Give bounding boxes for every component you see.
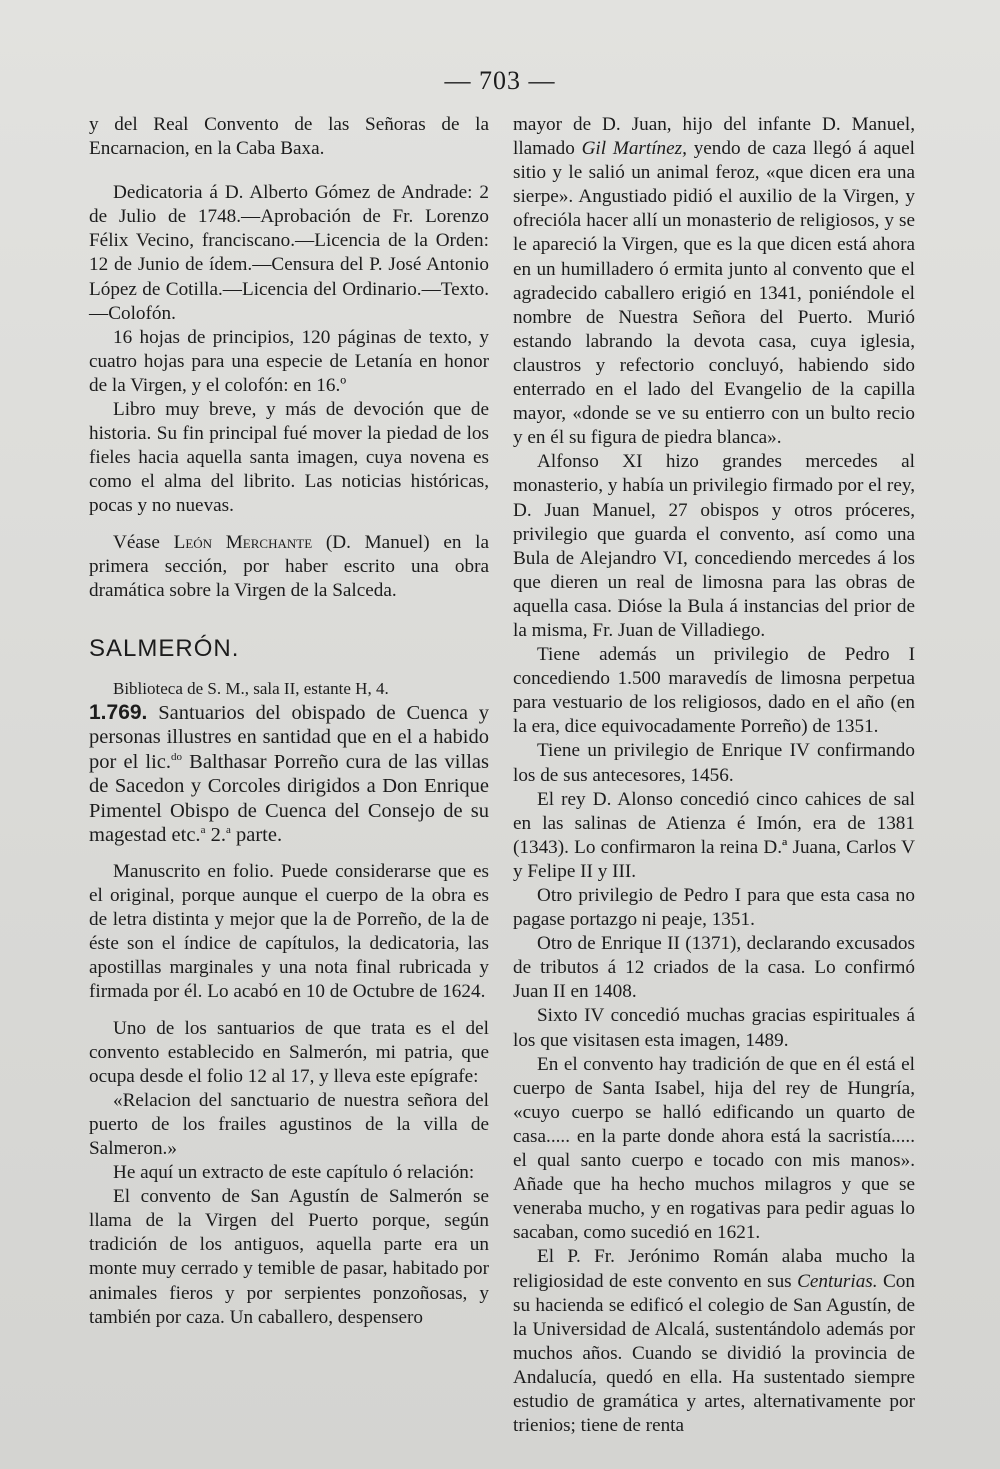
right-column <box>513 113 915 1438</box>
paragraph: Otro de Enrique II (1371), declarando excusados de tributos á 12 criados de la casa. Lo confirmó Juan II en 1408. <box>513 933 915 1003</box>
text-run: El P. Fr. Jerónimo Román alaba mucho la religiosidad de este convento en sus <box>513 1246 915 1292</box>
section-heading: SALMERÓN. <box>89 634 240 662</box>
paragraph <box>89 531 489 603</box>
text-run: (D. Manuel) en la primera sección, por haber escrito una obra dramática sobre la Virgen de la Salceda. <box>89 531 489 601</box>
paragraph <box>513 113 915 450</box>
superscript: a <box>200 824 206 837</box>
paragraph: Uno de los santuarios de que trata es el del convento establecido en Salmerón, mi patria, que ocupa desde el folio 12 al 17, y lleva este epígrafe: <box>89 1017 489 1087</box>
italic-title: Centurias. <box>797 1270 878 1292</box>
paragraph: Dedicatoria á D. Alberto Gómez de Andrade: 2 de Julio de 1748.—Aprobación de Fr. Lorenzo Félix Vecino, franciscano.—Licencia de la Orden: 12 de Junio de ídem.—Censura del P. José Antonio López de Cotilla.—Licencia del Ordinario.—Texto.—Colofón. <box>89 182 489 324</box>
text-run: Con su hacienda se edificó el colegio de San Agustín, de la Universidad de Alcalá, sustentándolo además por muchos años. Cuando se dividió la provincia de Andalucía, quedó en ella. Ha sustentado siempre estudio de gramática y artes, alternativamente por trienios; tiene de renta <box>513 1270 915 1437</box>
superscript: a <box>225 824 231 837</box>
entry-title <box>89 701 489 848</box>
paragraph: Manuscrito en folio. Puede considerarse que es el original, porque aunque el cuerpo de la obra es de letra distinta y mejor que la de Porreño, de la de éste son el índice de capítulos, la dedicatoria, las apostillas marginales y una nota final rubricada y firmada por él. Lo acabó en 10 de Octubre de 1624. <box>89 860 489 1003</box>
quotation: «Relacion del sanctuario de nuestra señora del puerto de los frailes agustinos de la villa de Salmeron.» <box>89 1089 489 1159</box>
text-run: yendo de caza llegó á aquel sitio y le salió un animal feroz, «que dicen era una sierpe». Angustiado pidió el auxilio de la Virgen, y ofrecióla hacer allí un monasterio de religiosos, y se le apareció la Virgen, que es la que dicen está ahora en un humilladero ó ermita junto al convento que el agradecido caballero erigió en 1341, poniéndole el nombre de Nuestra Señora del Puerto. Murió estando labrando la devota casa, cuya iglesia, claustros y refectorio concluyó, habiendo sido enterrado en el lado del Evangelio de la capilla mayor, «donde se ve su entierro con un bulto recio y en él su figura de piedra blanca». <box>513 138 915 449</box>
paragraph: Sixto IV concedió muchas gracias espirituales á los que visitasen esta imagen, 1489. <box>513 1005 915 1051</box>
paragraph <box>513 1245 915 1438</box>
paragraph: El rey D. Alonso concedió cinco cahices de sal en las salinas de Atienza é Imón, era de 1381 (1343). Lo confirmaron la reina D.ª Juana, Carlos V y Felipe II y III. <box>513 788 915 882</box>
author-name: León Merchante <box>173 531 313 553</box>
page-number: — 703 — <box>444 66 556 95</box>
paragraph: He aquí un extracto de este capítulo ó relación: <box>113 1162 475 1184</box>
text-run: 2. <box>205 824 226 847</box>
library-location: Biblioteca de S. M., sala II, estante H, 4. <box>113 678 389 698</box>
paragraph: y del Real Convento de las Señoras de la Encarnacion, en la Caba Baxa. <box>89 114 489 160</box>
paragraph: Libro muy breve, y más de devoción que de historia. Su fin principal fué mover la piedad de los fieles hacia aquella santa imagen, cuya novena es como el alma del librito. Las noticias históricas, pocas y no nuevas. <box>89 399 489 517</box>
text-run: mayor de D. Juan, hijo del infante D. Manuel, llamado <box>513 114 915 160</box>
text-run: Santuarios del obispado de Cuenca y personas illustres en santidad que en el a habido por el lic. <box>89 701 489 773</box>
entry-number: 1.769. <box>89 700 148 724</box>
left-column <box>89 113 489 1330</box>
paragraph: Tiene un privilegio de Enrique IV confirmando los de sus antecesores, 1456. <box>513 740 915 786</box>
paragraph: Otro privilegio de Pedro I para que esta casa no pagase portazgo ni peaje, 1351. <box>513 885 915 931</box>
paragraph: Tiene además un privilegio de Pedro I concediendo 1.500 maravedís de limosna perpetua para vestuario de los religiosos, dado en el año (en la era, dice equivocadamente Porreño) de 1351. <box>513 644 915 738</box>
superscript: do <box>171 751 183 764</box>
text-run: parte. <box>230 824 283 847</box>
text-run: Véase <box>113 531 174 553</box>
italic-name: Gil Martínez, <box>581 138 687 160</box>
paragraph: Alfonso XI hizo grandes mercedes al monasterio, y había un privilegio firmado por el rey, D. Juan Manuel, 27 obispos y otros próceres, privilegio que guarda el convento, así como una Bula de Alejandro VI, concediendo mercedes á los que dieren un real de limosna para las obras de aquella casa. Dióse la Bula á instancias del prior de la misma, Fr. Juan de Villadiego. <box>513 451 915 641</box>
paragraph: El convento de San Agustín de Salmerón se llama de la Virgen del Puerto porque, según tradición de los antiguos, aquella parte era un monte muy cerrado y temible de pasar, habitado por animales fieros y por serpientes ponzoñosas, y también por caza. Un caballero, despensero <box>89 1186 489 1328</box>
paragraph: En el convento hay tradición de que en él está el cuerpo de Santa Isabel, hija del rey de Hungría, «cuyo cuerpo se halló edificando un quarto de casa..... en la parte donde ahora está la sacristía..... el qual santo cuerpo e tocado con mis manos». Añade que ha hecho muchos milagros y que se veneraba mucho, y en rogativas para pedir aguas lo sacaban, como sucedió en 1621. <box>513 1053 915 1244</box>
text-run: Balthasar Porreño cura de las villas de Sacedon y Corcoles dirigidos a Don Enrique Pimentel Obispo de Cuenca del Consejo de su magestad etc. <box>89 750 489 847</box>
paragraph: 16 hojas de principios, 120 páginas de texto, y cuatro hojas para una especie de Letanía en honor de la Virgen, y el colofón: en 16.º <box>89 326 489 396</box>
